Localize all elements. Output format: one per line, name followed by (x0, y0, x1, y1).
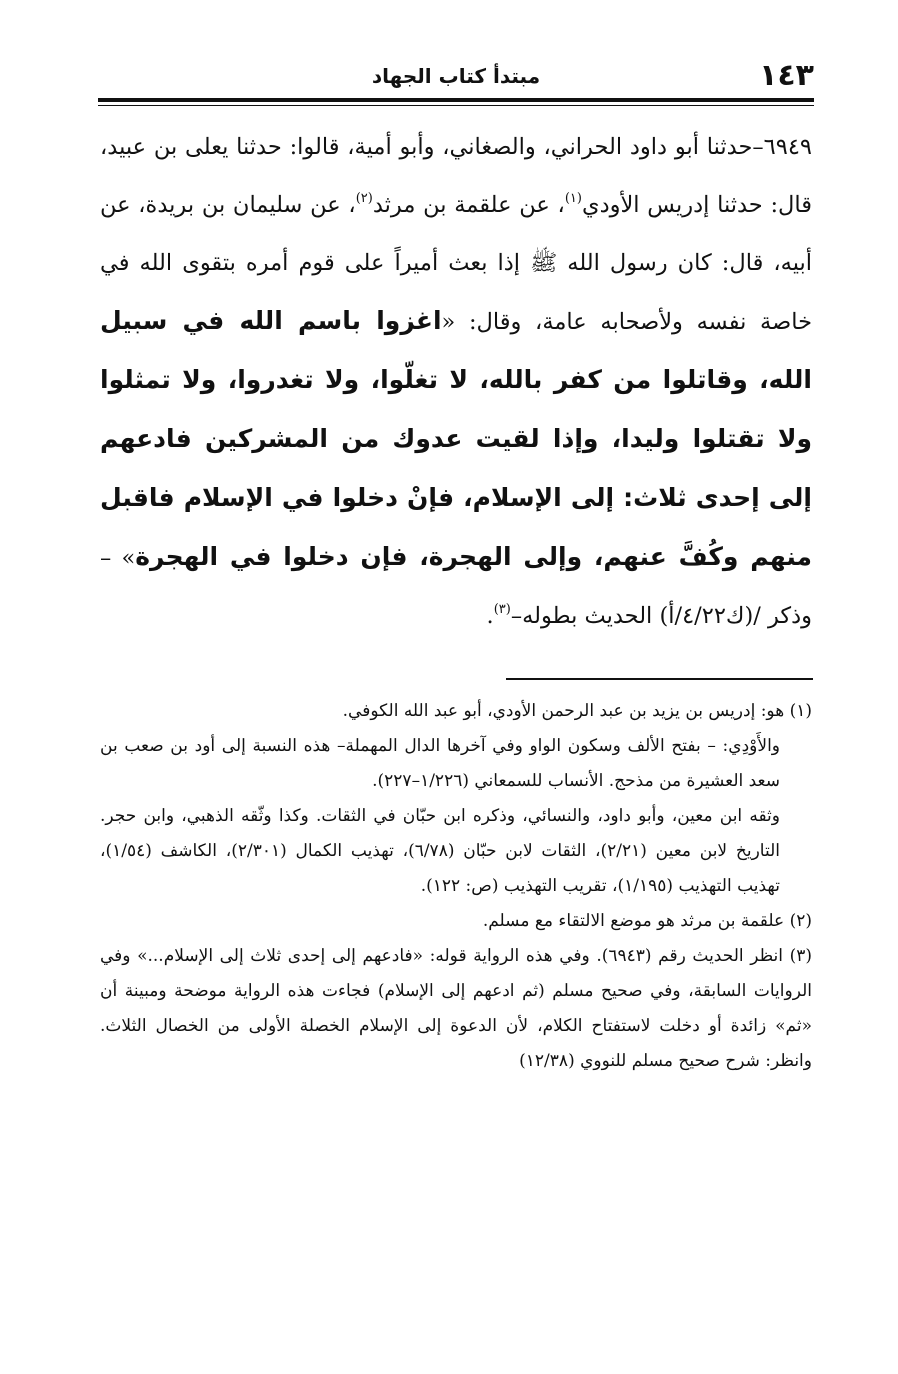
hadith-number: ٦٩٤٩– (752, 134, 812, 160)
footnote-2 (100, 904, 812, 939)
footnote-line: (٢) علقمة بن مرثد هو موضع الالتقاء مع مسلم. (482, 911, 812, 931)
footnote-ref: (١) (564, 191, 582, 206)
footnote-line: (١) هو: إدريس بن يزيد بن عبد الرحمن الأودي، أبو عبد الله الكوفي. (342, 701, 812, 721)
hadith-text-part: ، عن علقمة بن مرثد (372, 192, 565, 218)
header-rule-thin (98, 105, 814, 106)
running-title: مبتدأ كتاب الجهاد (371, 64, 541, 88)
footnote-3 (100, 939, 812, 1079)
footnote-separator (506, 678, 813, 680)
page-number: ١٤٣ (759, 58, 814, 93)
footnote-line: (٣) انظر الحديث رقم (٦٩٤٣). وفي هذه الرواية قوله: «فادعهم إلى إحدى ثلاث إلى الإسلام...» وفي الروايات السابقة، وفي صحيح مسلم (ثم ادعهم إلى الإسلام) فجاءت هذه الرواية موضحة ومبينة أن «ثم» زائدة أو دخلت لاستفتاح الكلام، لأن الدعوة إلى الإسلام الخصلة الأولى من الخصال الثلاث. وانظر: شرح صحيح مسلم للنووي (١٢/٣٨) (100, 946, 812, 1071)
hadith-text-part: ، عن سليمان بن بريدة، عن أبيه، قال: كان رسول الله ﷺ إذا بعث أميراً على قوم أمره بتقوى الله في خاصة نفسه ولأصحابه عامة، وقال: « (100, 192, 812, 335)
footnote-line: وثقه ابن معين، وأبو داود، والنسائي، وذكره ابن حبّان في الثقات. وكذا وثّقه الذهبي، وابن حجر. التاريخ لابن معين (٢/٢١)، الثقات لابن حبّان (٦/٧٨)، تهذيب الكمال (٢/٣٠١)، الكاشف (١/٥٤)، تهذيب التهذيب (١/١٩٥)، تقريب التهذيب (ص: ١٢٢). (100, 806, 781, 896)
prophetic-speech: اغزوا باسم الله في سبيل الله، وقاتلوا من كفر بالله، لا تغلّوا، ولا تغدروا، ولا تمثلوا ولا تقتلوا وليدا، وإذا لقيت عدوك من المشركين فادعهم إلى إحدى ثلاث: إلى الإسلام، فإنْ دخلوا في الإسلام فاقبل منهم وكُفَّ عنهم، وإلى الهجرة، فإن دخلوا في الهجرة (100, 306, 813, 571)
footnote-ref: (٢) (355, 191, 373, 206)
footnotes (100, 694, 812, 1079)
footnote-line: والأَوْدِي: – بفتح الألف وسكون الواو وفي آخرها الدال المهملة– هذه النسبة إلى أود بن صعب بن سعد العشيرة من مذحج. الأنساب للسمعاني (١/٢٢٦–٢٢٧). (100, 736, 780, 791)
page-header (98, 52, 814, 102)
footnote-ref: (٣) (493, 602, 511, 617)
hadith-text-end: . (486, 603, 494, 629)
hadith-text-part: حدثنا أبو داود الحراني، والصغاني، وأبو أمية، قالوا: حدثنا يعلى بن عبيد، قال: حدثنا إدريس الأودي (100, 134, 812, 218)
footnote-1 (100, 694, 812, 904)
header-rule (98, 98, 814, 102)
hadith-text (100, 118, 812, 645)
hadith-text-part: » – وذكر /(ك٤/٢٢/أ) الحديث بطوله– (100, 545, 812, 629)
